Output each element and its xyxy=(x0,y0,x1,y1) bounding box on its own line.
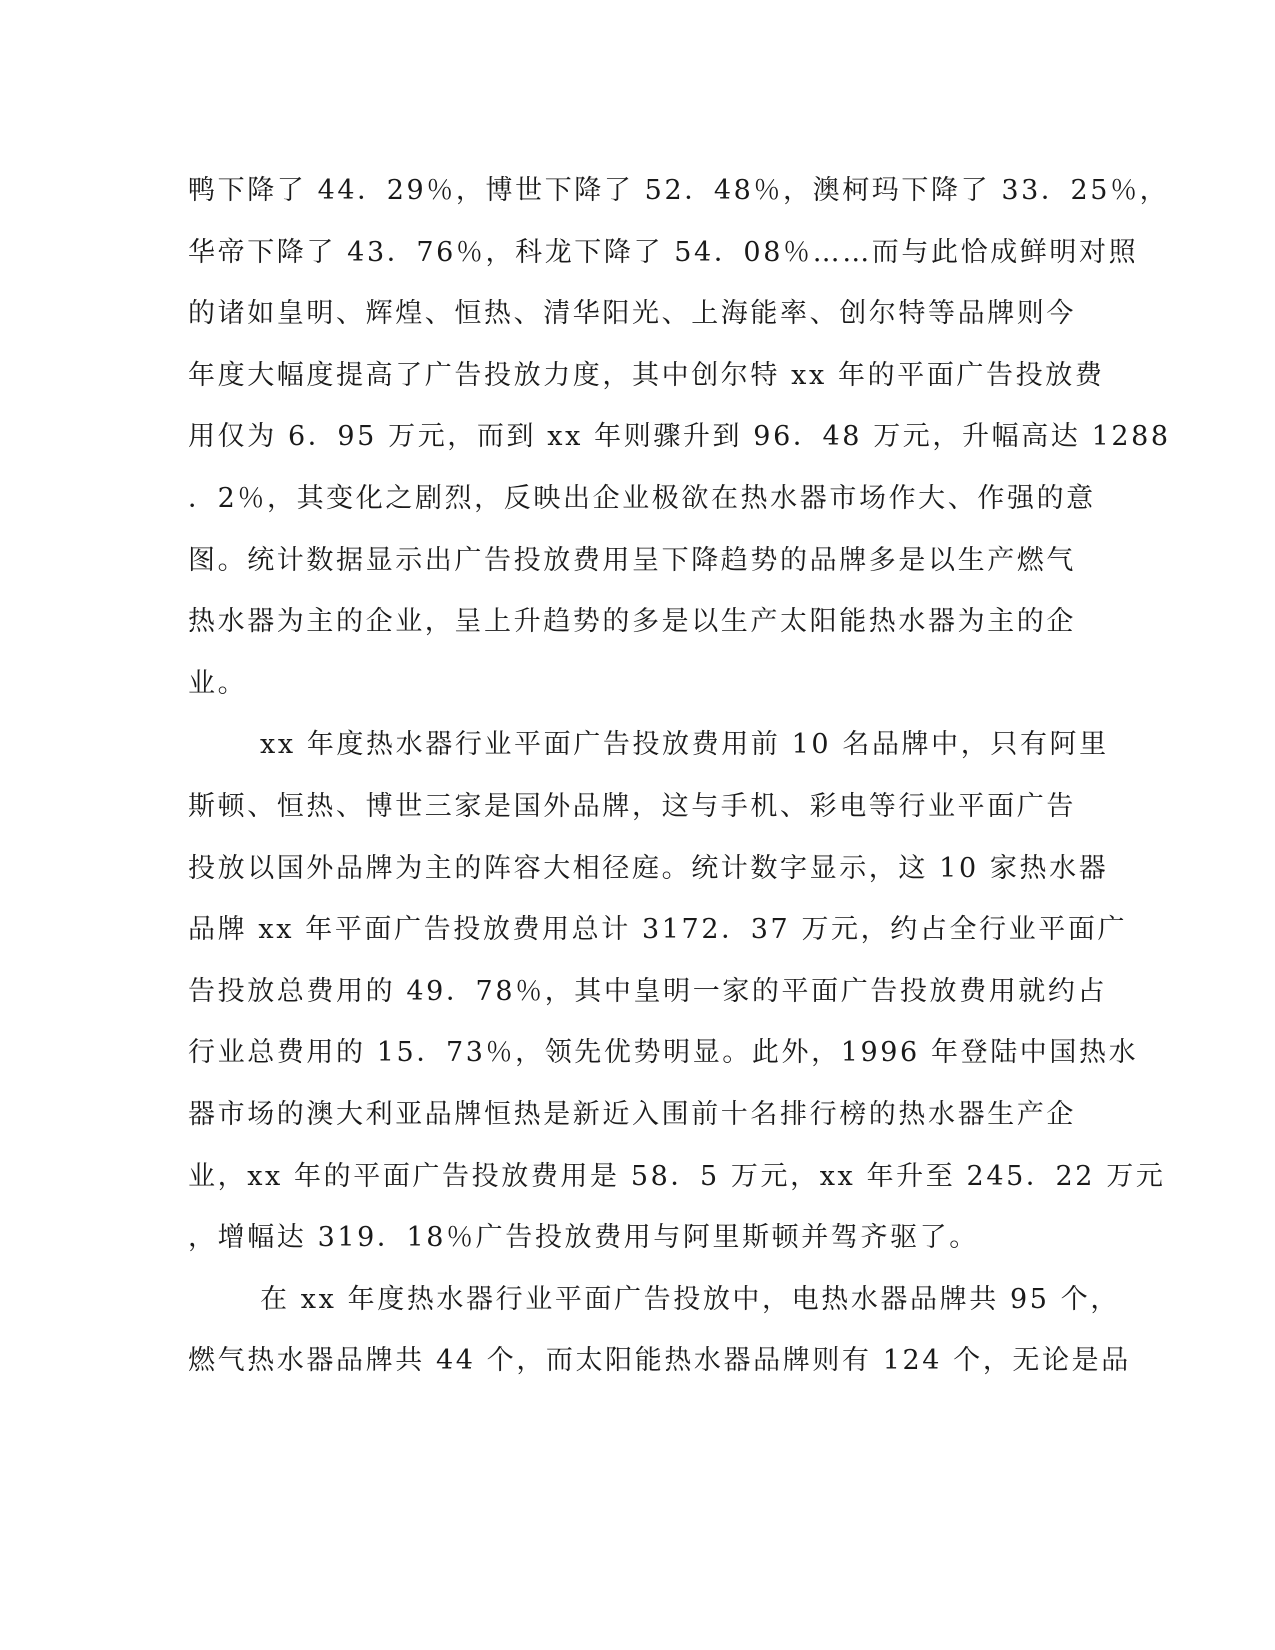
text-line: 华帝下降了 43．76％，科龙下降了 54．08％……而与此恰成鲜明对照 xyxy=(188,236,1139,268)
text-line: 业，xx 年的平面广告投放费用是 58．5 万元，xx 年升至 245．22 万元 xyxy=(188,1160,1166,1192)
text-line: 行业总费用的 15．73％，领先优势明显。此外，1996 年登陆中国热水 xyxy=(188,1037,1139,1069)
text-line: ，增幅达 319．18％广告投放费用与阿里斯顿并驾齐驱了。 xyxy=(188,1222,979,1254)
text-line: ．2％，其变化之剧烈，反映出企业极欲在热水器市场作大、作强的意 xyxy=(188,482,1096,514)
text-line: 告投放总费用的 49．78％，其中皇明一家的平面广告投放费用就约占 xyxy=(188,975,1108,1007)
text-line: 鸭下降了 44．29％，博世下降了 52．48％，澳柯玛下降了 33．25％， xyxy=(188,175,1170,206)
text-line: 在 xx 年度热水器行业平面广告投放中，电热水器品牌共 95 个， xyxy=(260,1283,1120,1315)
paragraph xyxy=(188,1269,1131,1392)
text-line: 投放以国外品牌为主的阵容大相径庭。统计数字显示，这 10 家热水器 xyxy=(188,852,1109,884)
paragraph xyxy=(188,160,1171,714)
text-line: 热水器为主的企业，呈上升趋势的多是以生产太阳能热水器为主的企 xyxy=(188,606,1076,638)
text-line: 用仅为 6．95 万元，而到 xx 年则骤升到 96．48 万元，升幅高达 1288 xyxy=(188,421,1171,453)
text-line: 图。统计数据显示出广告投放费用呈下降趋势的品牌多是以生产燃气 xyxy=(188,544,1076,576)
text-line: xx 年度热水器行业平面广告投放费用前 10 名品牌中，只有阿里 xyxy=(260,729,1109,761)
text-line: 器市场的澳大利亚品牌恒热是新近入围前十名排行榜的热水器生产企 xyxy=(188,1098,1076,1130)
text-line: 的诸如皇明、辉煌、恒热、清华阳光、上海能率、创尔特等品牌则今 xyxy=(188,298,1076,330)
text-line: 年度大幅度提高了广告投放力度，其中创尔特 xx 年的平面广告投放费 xyxy=(188,359,1105,391)
text-line: 燃气热水器品牌共 44 个，而太阳能热水器品牌则有 124 个，无论是品 xyxy=(188,1345,1131,1377)
paragraph xyxy=(188,714,1166,1268)
text-line: 斯顿、恒热、博世三家是国外品牌，这与手机、彩电等行业平面广告 xyxy=(188,790,1076,822)
text-line: 品牌 xx 年平面广告投放费用总计 3172．37 万元，约占全行业平面广 xyxy=(188,914,1128,946)
body-text xyxy=(188,160,1171,1392)
text-line: 业。 xyxy=(188,667,248,699)
